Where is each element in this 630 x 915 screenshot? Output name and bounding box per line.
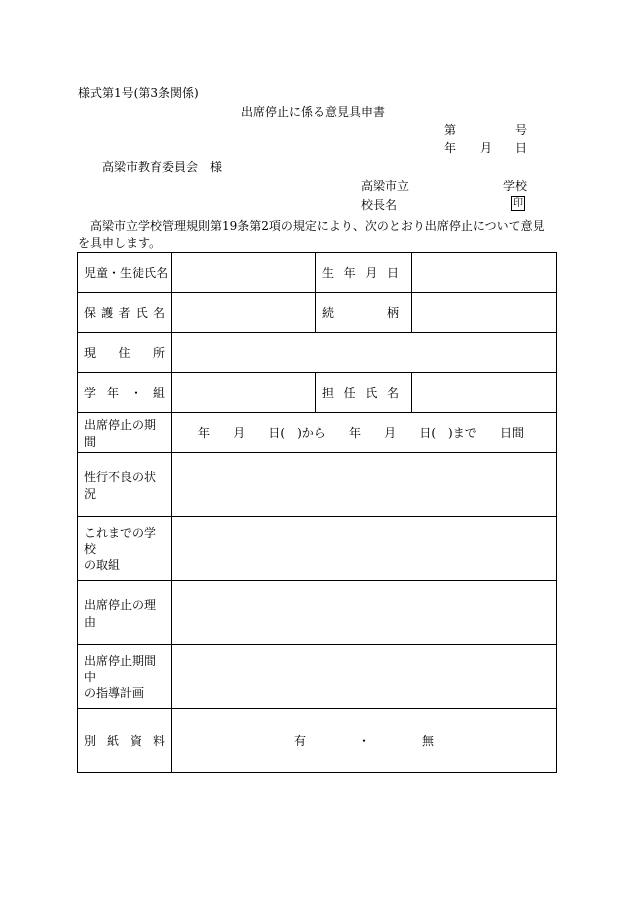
- label-char: 柄: [386, 306, 399, 320]
- label-misconduct: 性行不良の状況: [78, 453, 172, 517]
- value-attachments[interactable]: [172, 709, 557, 773]
- label-char: 氏: [144, 266, 157, 280]
- label-char: 名: [386, 386, 399, 400]
- label-line: の取組: [84, 557, 121, 572]
- label-char: ・: [129, 386, 142, 400]
- label-char: 名: [152, 306, 165, 320]
- label-char: 氏: [135, 306, 148, 320]
- label-char: 氏: [365, 386, 378, 400]
- label-char: 日( )まで: [419, 426, 477, 440]
- value-relationship[interactable]: [412, 293, 557, 333]
- label-char: 護: [101, 306, 114, 320]
- value-student-name[interactable]: [172, 253, 316, 293]
- label-char: 児: [84, 266, 97, 280]
- label-char: 生: [120, 266, 133, 280]
- label-line: これまでの学校: [84, 525, 157, 556]
- label-char: 保: [84, 306, 97, 320]
- date-day: 日: [515, 141, 528, 155]
- date-month: 月: [480, 141, 493, 155]
- label-char: 資: [129, 734, 142, 748]
- label-char: 徒: [132, 266, 145, 280]
- label-relationship: [316, 293, 412, 333]
- label-char: 生: [322, 266, 335, 280]
- label-char: 者: [118, 306, 131, 320]
- label-teacher-name: [316, 373, 412, 413]
- label-char: 現: [84, 346, 97, 360]
- label-grade-class: [78, 373, 172, 413]
- school-suffix: 学校: [503, 179, 528, 193]
- label-char: 担: [322, 386, 335, 400]
- label-char: 日間: [499, 426, 524, 440]
- value-period[interactable]: [172, 413, 557, 453]
- attachment-no[interactable]: 無: [422, 734, 435, 748]
- date-year: 年: [444, 141, 457, 155]
- label-char: 任: [343, 386, 356, 400]
- addressee: 高梁市教育委員会 様: [102, 160, 223, 174]
- principal-label: 校長名: [361, 198, 398, 212]
- label-char: 学: [84, 386, 97, 400]
- attachment-separator: ・: [357, 734, 370, 748]
- school-city: 高梁市立: [361, 179, 410, 193]
- label-char: 年: [343, 266, 356, 280]
- application-table: [77, 252, 557, 773]
- value-reason[interactable]: [172, 581, 557, 645]
- label-line: の指導計画: [84, 685, 145, 700]
- label-school-efforts: [78, 517, 172, 581]
- seal-mark: [511, 196, 525, 211]
- label-attachments: [78, 709, 172, 773]
- label-char: 日( )から: [268, 426, 326, 440]
- label-char: 住: [118, 346, 131, 360]
- value-birthdate[interactable]: [412, 253, 557, 293]
- label-address: [78, 333, 172, 373]
- value-misconduct[interactable]: [172, 453, 557, 517]
- intro-paragraph: 高梁市立学校管理規則第19条第2項の規定により、次のとおり出席停止について意見を具申します。: [78, 219, 545, 250]
- attachment-yes[interactable]: 有: [293, 734, 306, 748]
- label-char: 日: [386, 266, 399, 280]
- document-title: 出席停止に係る意見具申書: [241, 105, 386, 119]
- label-char: ・: [108, 266, 121, 280]
- label-char: 月: [365, 266, 378, 280]
- value-teacher-name[interactable]: [412, 373, 557, 413]
- label-char: 続: [322, 306, 335, 320]
- value-guardian-name[interactable]: [172, 293, 316, 333]
- label-char: 年: [348, 426, 361, 440]
- value-guidance-plan[interactable]: [172, 645, 557, 709]
- doc-number-dai: 第: [444, 123, 457, 137]
- label-char: 組: [152, 386, 165, 400]
- label-birthdate: [316, 253, 412, 293]
- doc-number-go: 号: [515, 123, 528, 137]
- value-grade-class[interactable]: [172, 373, 316, 413]
- label-char: 年: [198, 426, 211, 440]
- label-char: 名: [156, 266, 169, 280]
- label-period: 出席停止の期間: [78, 413, 172, 453]
- label-guardian-name: [78, 293, 172, 333]
- form-number: 様式第1号(第3条関係): [78, 86, 199, 100]
- label-char: 年: [106, 386, 119, 400]
- label-reason: 出席停止の理由: [78, 581, 172, 645]
- label-char: 月: [384, 426, 397, 440]
- label-line: 出席停止期間中: [84, 653, 157, 684]
- label-char: 料: [152, 734, 165, 748]
- value-address[interactable]: [172, 333, 557, 373]
- label-char: 別: [84, 734, 97, 748]
- label-guidance-plan: [78, 645, 172, 709]
- value-school-efforts[interactable]: [172, 517, 557, 581]
- label-char: 紙: [106, 734, 119, 748]
- label-char: 童: [96, 266, 109, 280]
- label-char: 月: [233, 426, 246, 440]
- label-student-name: [78, 253, 172, 293]
- label-char: 所: [152, 346, 165, 360]
- seal-icon: 印: [513, 198, 523, 209]
